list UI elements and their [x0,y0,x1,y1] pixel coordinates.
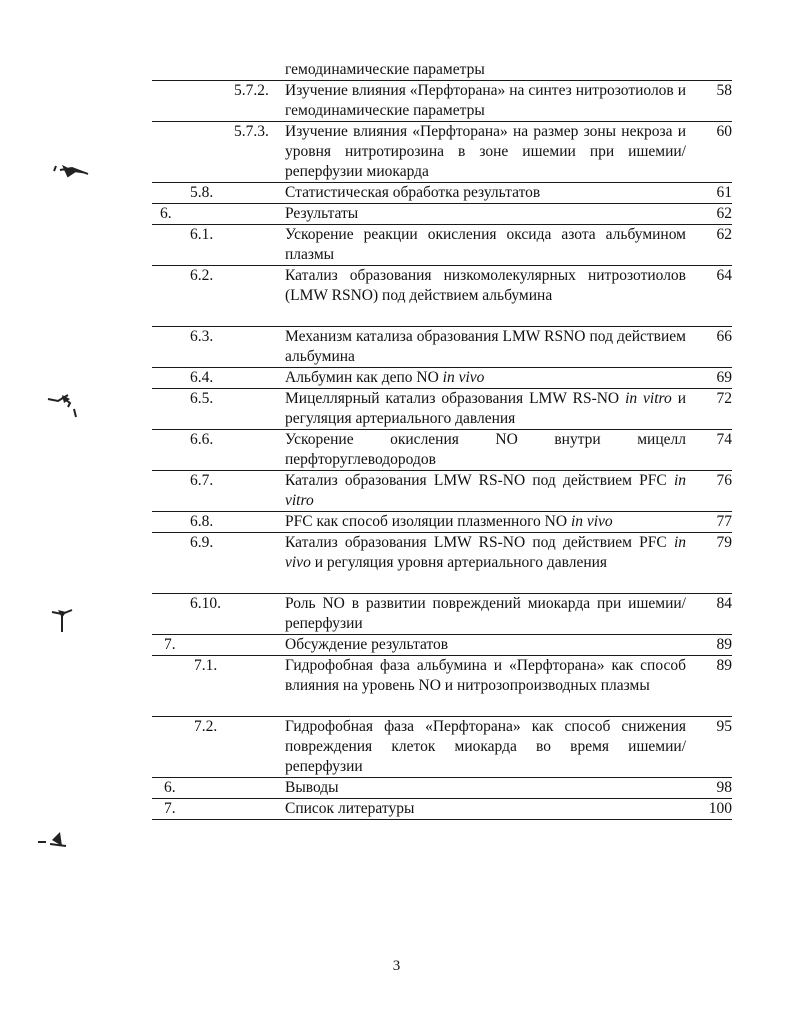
scan-speck-mark [50,604,76,636]
toc-entry-6-7 [152,471,732,512]
toc-entry-number: 6.7. [190,472,214,489]
toc-entry-page: 69 [716,369,732,386]
toc-entry-references [152,799,732,820]
toc-entry-title: Катализ образования низкомолекулярных нитрозотиолов (LMW RSNO) под действием альбумина [285,267,686,304]
toc-entry-page: 64 [716,267,732,284]
toc-entry-7 [152,635,732,656]
scan-speck-mark [44,385,80,419]
toc-continuation-row [152,60,732,81]
toc-entry-conclusions [152,778,732,799]
toc-entry-6-8 [152,512,732,533]
toc-entry-title: Результаты [285,205,359,222]
toc-entry-title: Катализ образования LMW RS-NO под действием PFC in vivo и регуляция уровня артериального давления [285,534,686,571]
toc-entry-title: Статистическая обработка результатов [285,184,541,201]
toc-entry-page: 98 [716,779,732,796]
toc-entry-6-10 [152,594,732,635]
toc-entry-page: 89 [716,636,732,653]
toc-entry-number: 7.1. [194,657,218,674]
toc-entry-title: Ускорение окисления NO внутри мицелл перфторуглеводородов [285,431,686,468]
toc-entry-number: 6.6. [190,431,214,448]
toc-entry-title: Выводы [285,779,339,796]
scan-speck-mark [50,160,92,182]
toc-entry-7-2 [152,717,732,778]
toc-entry-title: Механизм катализа образования LMW RSNO под действием альбумина [285,328,686,365]
toc-entry-title: Список литературы [285,800,415,817]
toc-entry-number: 6. [160,205,172,222]
toc-entry-title: Обсуждение результатов [285,636,449,653]
toc-entry-page: 60 [716,123,732,140]
toc-entry-5-8 [152,183,732,204]
toc-entry-page: 62 [716,205,732,222]
toc-entry-title: гемодинамические параметры [285,61,485,78]
toc-entry-title: PFC как способ изоляции плазменного NO in vivo [285,513,613,530]
toc-entry-page: 58 [716,82,732,99]
toc-entry-page: 84 [716,595,732,612]
toc-entry-number: 6.4. [190,369,214,386]
toc-entry-6-1 [152,225,732,266]
table-of-contents [152,60,732,820]
toc-entry-page: 89 [716,657,732,674]
toc-entry-number: 6.3. [190,328,214,345]
toc-entry-number: 7.2. [194,718,218,735]
toc-entry-6-5 [152,389,732,430]
toc-entry-number: 7. [164,636,176,653]
toc-entry-number: 6.10. [190,595,221,612]
toc-entry-title: Гидрофобная фаза альбумина и «Перфторана» как способ влияния на уровень NO и нитрозопроизводных плазмы [285,657,686,694]
toc-entry-number: 6. [164,779,176,796]
toc-entry-number: 6.1. [190,226,214,243]
toc-entry-page: 61 [716,184,732,201]
toc-entry-page: 74 [716,431,732,448]
toc-entry-page: 77 [716,513,732,530]
toc-entry-title: Мицеллярный катализ образования LMW RS-NO in vitro и регуляция артериального давления [285,390,686,427]
toc-entry-title: Альбумин как депо NO in vivo [285,369,485,386]
toc-entry-page: 66 [716,328,732,345]
scan-speck-mark [36,828,70,850]
toc-entry-6-6 [152,430,732,471]
toc-entry-number: 5.7.2. [234,82,269,99]
toc-entry-number: 6.2. [190,267,214,284]
toc-entry-6-3 [152,327,732,368]
toc-entry-page: 62 [716,226,732,243]
toc-entry-6 [152,204,732,225]
toc-entry-5-7-3 [152,122,732,183]
page-number: 3 [392,958,401,974]
toc-entry-number: 5.7.3. [234,123,269,140]
toc-entry-6-4 [152,368,732,389]
toc-entry-page: 79 [716,534,732,551]
toc-entry-title: Катализ образования LMW RS-NO под действием PFC in vitro [285,472,686,509]
toc-entry-page: 95 [716,718,732,735]
toc-entry-page: 100 [708,800,732,817]
toc-entry-number: 6.5. [190,390,214,407]
toc-entry-number: 6.8. [190,513,214,530]
toc-entry-title: Ускорение реакции окисления оксида азота альбумином плазмы [285,226,686,263]
toc-entry-number: 6.9. [190,534,214,551]
toc-entry-title: Изучение влияния «Перфторана» на размер зоны некроза и уровня нитротирозина в зоне ишемии при ишемии/реперфузии миокарда [285,123,686,180]
toc-entry-page: 76 [716,472,732,489]
toc-entry-title: Роль NO в развитии повреждений миокарда при ишемии/реперфузии [285,595,686,632]
toc-entry-title: Изучение влияния «Перфторана» на синтез нитрозотиолов и гемодинамические параметры [285,82,686,119]
toc-entry-number: 7. [164,800,176,817]
toc-entry-page: 72 [716,390,732,407]
toc-entry-title: Гидрофобная фаза «Перфторана» как способ снижения повреждения клеток миокарда во время ишемии/реперфузии [285,718,686,775]
toc-entry-5-7-2 [152,81,732,122]
toc-entry-6-9 [152,533,732,594]
toc-entry-7-1 [152,656,732,717]
toc-entry-number: 5.8. [190,184,214,201]
toc-entry-6-2 [152,266,732,327]
